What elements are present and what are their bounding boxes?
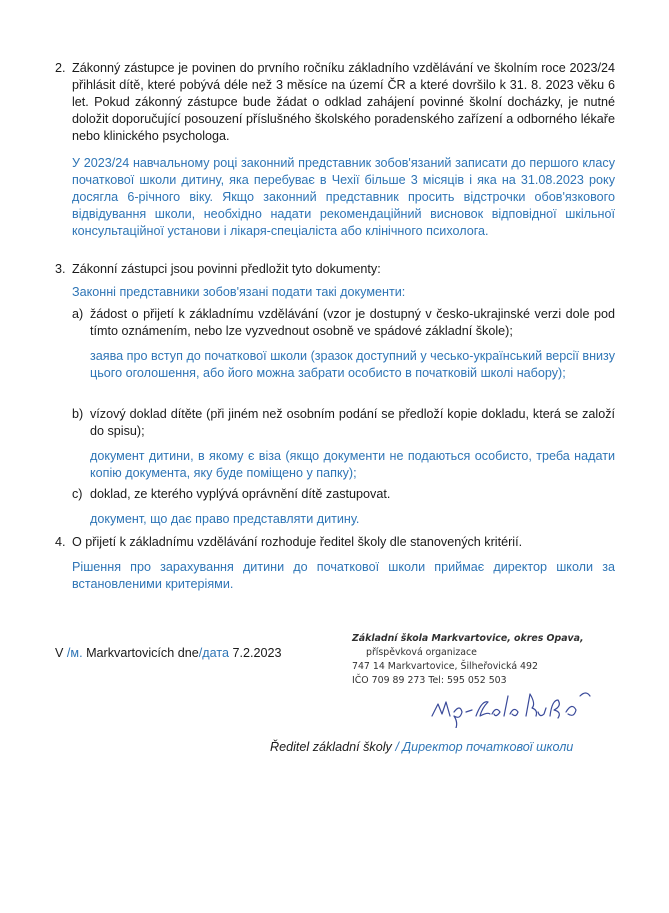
ukrainian-paragraph: заява про вступ до початкової школи (зразок доступний у чесько-український версії внизу цього оголошення, або його можна забрати особисто в початковій школі набору); xyxy=(90,349,615,380)
ukrainian-paragraph: Законні представники зобов'язані подати такі документи: xyxy=(72,285,406,299)
ukrainian-paragraph: документ дитини, в якому є віза (якщо документи не подаються особисто, треба надати копію документа, яку буде поміщено у папку); xyxy=(90,449,615,480)
ukrainian-paragraph: Рішення про зарахування дитини до початкової школи приймає директор школи за встановленими критеріями. xyxy=(72,560,615,591)
town-name: Markvartovicích dne xyxy=(86,646,199,660)
place-prefix-ua: /м. xyxy=(66,646,83,660)
director-title-cz: Ředitel základní školy xyxy=(270,740,392,754)
czech-paragraph: doklad, ze kterého vyplývá oprávnění dítě zastupovat. xyxy=(90,487,391,501)
czech-paragraph: Zákonný zástupce je povinen do prvního ročníku základního vzdělávání ve školním roce 2023/24 přihlásit dítě, které pobývá déle než 3 měsíce na území ČR a které dovršilo k 31. 8. 2023 věku 6 let. Pokud zákonný zástupce bude žádat o odklad zahájení povinné školní docházky, je nutné doložit doporučující posouzení příslušného školského poradenského zařízení a odborného lékaře nebo klinického psychologa. xyxy=(72,61,615,143)
sub-item-letter: a) xyxy=(72,307,84,321)
ukrainian-paragraph: У 2023/24 навчальному році законний представник зобов'язаний записати до першого класу початкової школи дитину, яка перебуває в Чехії більше 3 місяців і яка на 31.08.2023 року досягла 6-річного віку. Якщо законний представник просить відстрочки обов'язкового відвідування школи, необхідно надати рекомендаційний висновок відповідної шкільної консультаційної установи і лікаря-спеціаліста або клінічного психолога. xyxy=(72,156,615,238)
czech-paragraph: Zákonní zástupci jsou povinni předložit tyto dokumenty: xyxy=(72,262,381,276)
item-number: 4. xyxy=(55,535,66,549)
sub-item-b xyxy=(72,406,615,482)
list-item-2 xyxy=(55,60,615,240)
sub-item-a xyxy=(72,306,615,382)
stamp-line-3: 747 14 Markvartovice, Šilheřovická 492 xyxy=(352,661,538,672)
school-stamp xyxy=(352,632,584,688)
list-item-3 xyxy=(55,261,615,301)
czech-paragraph: O přijetí k základnímu vzdělávání rozhoduje ředitel školy dle stanovených kritérií. xyxy=(72,535,523,549)
sub-item-c xyxy=(72,486,615,528)
czech-paragraph: žádost o přijetí k základnímu vzdělávání (vzor je dostupný v česko-ukrajinské verzi dole pod tímto oznámením, nebo lze vyzvednout osobně ve spádové základní škole); xyxy=(90,307,615,338)
place-date-line xyxy=(55,646,282,660)
director-title-ua: / Директор початкової школи xyxy=(395,740,574,754)
item-number: 3. xyxy=(55,262,66,276)
ukrainian-paragraph: документ, що дає право представляти дитину. xyxy=(90,512,360,526)
czech-paragraph: vízový doklad dítěte (při jiném než osobním podání se předloží kopie dokladu, která se založí do spisu); xyxy=(90,407,615,438)
sub-item-letter: c) xyxy=(72,487,83,501)
date-label-ua: /дата xyxy=(198,646,229,660)
stamp-line-1: Základní škola Markvartovice, okres Opava, xyxy=(352,633,584,644)
item-number: 2. xyxy=(55,61,66,75)
stamp-line-2: příspěvková organizace xyxy=(366,647,477,658)
stamp-line-4: IČO 709 89 273 Tel: 595 052 503 xyxy=(352,675,507,686)
place-prefix: V xyxy=(55,646,64,660)
date-value: 7.2.2023 xyxy=(232,646,282,660)
list-item-4 xyxy=(55,534,615,593)
handwritten-signature xyxy=(430,682,600,728)
director-title xyxy=(270,740,573,754)
sub-item-letter: b) xyxy=(72,407,84,421)
